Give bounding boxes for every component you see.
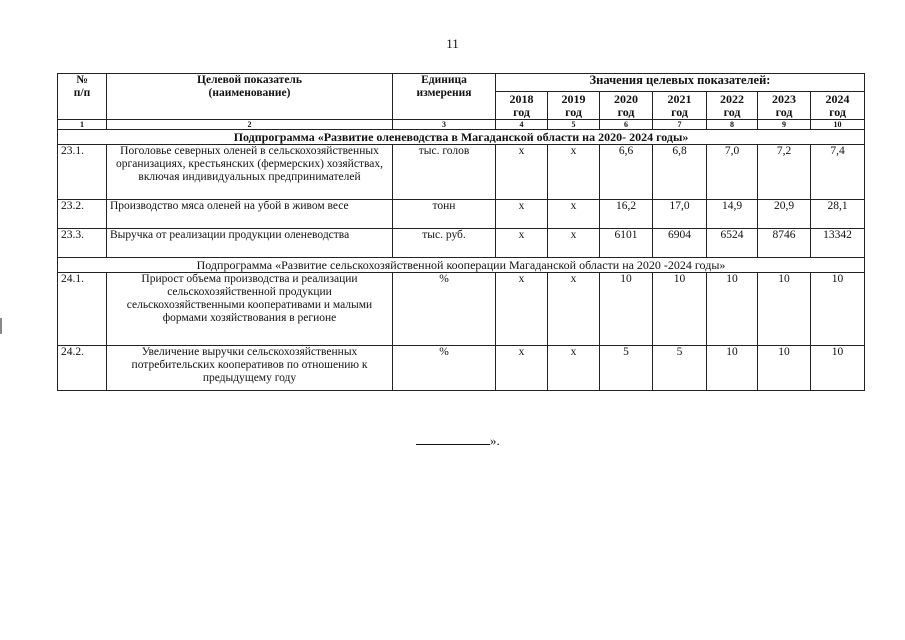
table-row <box>58 273 865 346</box>
row-number: 23.3. <box>58 229 107 258</box>
value-2021: 17,0 <box>653 200 707 229</box>
indicator-name: Прирост объема производства и реализации сельскохозяйственной продукции сельскохозяйственными кооперативами и малыми формами хозяйствования в регионе <box>107 273 393 346</box>
year-label: 2024 <box>825 92 850 106</box>
header-values-title: Значения целевых показателей: <box>496 74 865 92</box>
value-2018: х <box>496 229 548 258</box>
table-row <box>58 346 865 391</box>
value-2024: 28,1 <box>811 200 865 229</box>
row-number: 24.1. <box>58 273 107 346</box>
value-2021: 10 <box>653 273 707 346</box>
value-2019: х <box>548 229 600 258</box>
unit-of-measure: тонн <box>393 200 496 229</box>
unit-of-measure: % <box>393 273 496 346</box>
year-unit-label: год <box>829 105 846 119</box>
value-2023: 10 <box>758 273 811 346</box>
column-number: 1 <box>58 120 107 130</box>
page-number: 11 <box>446 36 459 51</box>
indicator-name: Поголовье северных оленей в сельскохозяйственных организациях, крестьянских (фермерских) хозяйствах, включая индивидуальных предпринимателей <box>107 145 393 200</box>
row-number: 23.2. <box>58 200 107 229</box>
column-number: 10 <box>811 120 865 130</box>
unit-of-measure: % <box>393 346 496 391</box>
value-2019: х <box>548 145 600 200</box>
value-2023: 7,2 <box>758 145 811 200</box>
header-year-2021 <box>653 92 707 120</box>
column-number: 8 <box>707 120 758 130</box>
scan-margin-mark <box>0 318 2 334</box>
value-2020: 16,2 <box>600 200 653 229</box>
unit-of-measure: тыс. руб. <box>393 229 496 258</box>
value-2024: 10 <box>811 346 865 391</box>
header-year-2020 <box>600 92 653 120</box>
header-year-2018 <box>496 92 548 120</box>
year-unit-label: год <box>617 105 635 119</box>
row-number: 23.1. <box>58 145 107 200</box>
closing-underline <box>416 433 490 445</box>
value-2019: х <box>548 200 600 229</box>
year-unit-label: год <box>671 105 688 119</box>
table-row <box>58 200 865 229</box>
value-2024: 7,4 <box>811 145 865 200</box>
header-year-2019 <box>548 92 600 120</box>
value-2024: 10 <box>811 273 865 346</box>
closing-mark <box>416 433 500 449</box>
column-number: 4 <box>496 120 548 130</box>
section-title: Подпрограмма «Развитие сельскохозяйственной кооперации Магаданской области на 2020 -2024 годы» <box>58 258 865 273</box>
year-unit-label: год <box>513 105 530 119</box>
indicator-name: Увеличение выручки сельскохозяйственных потребительских кооперативов по отношению к предыдущему году <box>107 346 393 391</box>
year-label: 2023 <box>772 92 796 106</box>
table-row <box>58 229 865 258</box>
year-label: 2021 <box>667 92 692 106</box>
value-2020: 10 <box>600 273 653 346</box>
column-number: 3 <box>393 120 496 130</box>
table-row <box>58 145 865 200</box>
value-2018: х <box>496 273 548 346</box>
year-label: 2022 <box>720 92 744 106</box>
column-number: 6 <box>600 120 653 130</box>
year-label: 2020 <box>614 92 638 106</box>
year-label: 2018 <box>509 92 534 106</box>
year-label: 2019 <box>561 92 586 106</box>
value-2020: 6101 <box>600 229 653 258</box>
year-unit-label: год <box>723 105 741 119</box>
value-2022: 6524 <box>707 229 758 258</box>
header-year-2022 <box>707 92 758 120</box>
value-2023: 10 <box>758 346 811 391</box>
header-year-2024 <box>811 92 865 120</box>
value-2018: х <box>496 145 548 200</box>
value-2019: х <box>548 273 600 346</box>
value-2024: 13342 <box>811 229 865 258</box>
value-2023: 8746 <box>758 229 811 258</box>
value-2022: 10 <box>707 346 758 391</box>
section-title: Подпрограмма «Развитие оленеводства в Магаданской области на 2020- 2024 годы» <box>58 130 865 145</box>
value-2018: х <box>496 346 548 391</box>
header-indicator: Целевой показатель (наименование) <box>107 74 393 120</box>
value-2019: х <box>548 346 600 391</box>
value-2021: 6904 <box>653 229 707 258</box>
unit-of-measure: тыс. голов <box>393 145 496 200</box>
target-indicators-table <box>57 73 865 391</box>
year-unit-label: год <box>775 105 793 119</box>
header-year-2023 <box>758 92 811 120</box>
value-2020: 6,6 <box>600 145 653 200</box>
value-2021: 6,8 <box>653 145 707 200</box>
value-2022: 14,9 <box>707 200 758 229</box>
row-number: 24.2. <box>58 346 107 391</box>
header-unit: Единица измерения <box>393 74 496 120</box>
indicator-name: Производство мяса оленей на убой в живом весе <box>107 200 393 229</box>
value-2021: 5 <box>653 346 707 391</box>
section-header-row <box>58 130 865 145</box>
value-2018: х <box>496 200 548 229</box>
column-number: 5 <box>548 120 600 130</box>
year-unit-label: год <box>565 105 582 119</box>
value-2022: 7,0 <box>707 145 758 200</box>
value-2022: 10 <box>707 273 758 346</box>
section-header-row <box>58 258 865 273</box>
header-num: № п/п <box>58 74 107 120</box>
column-number: 9 <box>758 120 811 130</box>
closing-quote: ». <box>490 433 500 448</box>
indicator-name: Выручка от реализации продукции оленеводства <box>107 229 393 258</box>
value-2023: 20,9 <box>758 200 811 229</box>
column-number: 7 <box>653 120 707 130</box>
value-2020: 5 <box>600 346 653 391</box>
column-number: 2 <box>107 120 393 130</box>
column-numbers-row <box>58 120 865 130</box>
